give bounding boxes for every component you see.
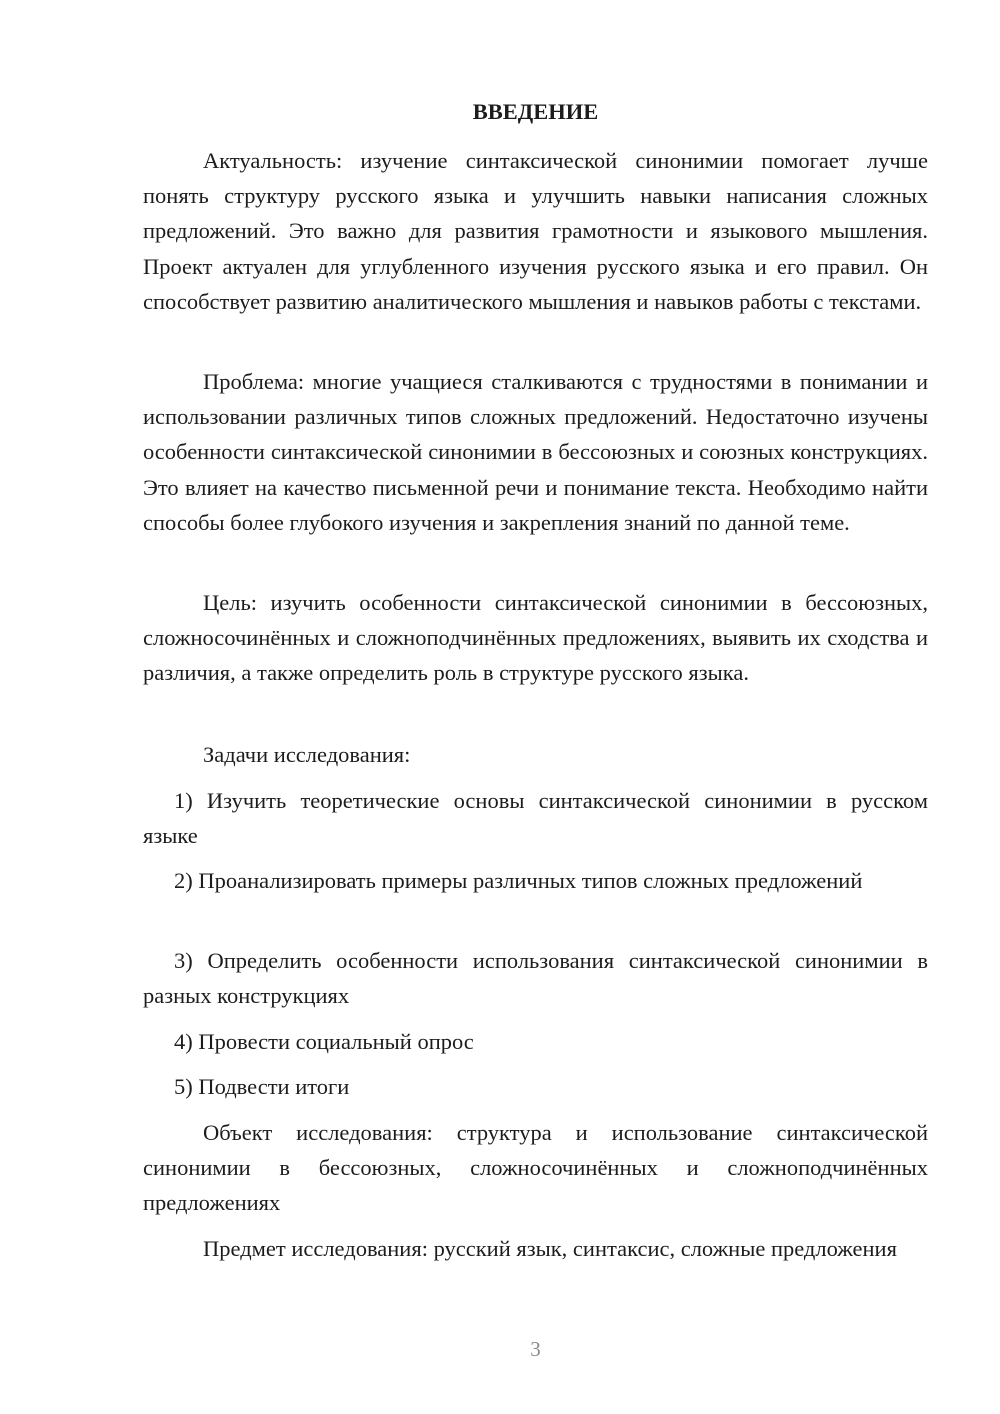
page-number: 3 xyxy=(530,1337,541,1361)
task-item: 2) Проанализировать примеры различных типов сложных предложений xyxy=(174,868,863,893)
document-page xyxy=(143,0,928,1414)
object-paragraph: Объект исследования: структура и использование синтаксической синонимии в бессоюзных, сложносочинённых и сложноподчинённых предложениях xyxy=(143,1120,928,1216)
task-item: 4) Провести социальный опрос xyxy=(174,1029,474,1054)
relevance-paragraph: Актуальность: изучение синтаксической синонимии помогает лучше понять структуру русского языка и улучшить навыки написания сложных предложений. Это важно для развития грамотности и языкового мышления. Проект актуален для углубленного изучения русского языка и его правил. Он способствует развитию аналитического мышления и навыков работы с текстами. xyxy=(143,148,928,314)
task-item: 1) Изучить теоретические основы синтаксической синонимии в русском языке xyxy=(143,788,928,849)
task-item: 3) Определить особенности использования синтаксической синонимии в разных конструкциях xyxy=(143,948,928,1009)
tasks-title: Задачи исследования: xyxy=(203,742,411,767)
section-heading: ВВЕДЕНИЕ xyxy=(472,99,599,124)
problem-paragraph: Проблема: многие учащиеся сталкиваются с трудностями в понимании и использовании различных типов сложных предложений. Недостаточно изучены особенности синтаксической синонимии в бессоюзных и союзных конструкциях. Это влияет на качество письменной речи и понимание текста. Необходимо найти способы более глубокого изучения и закрепления знаний по данной теме. xyxy=(143,369,928,535)
task-item: 5) Подвести итоги xyxy=(174,1074,350,1099)
goal-paragraph: Цель: изучить особенности синтаксической синонимии в бессоюзных, сложносочинённых и сложноподчинённых предложениях, выявить их сходства и различия, а также определить роль в структуре русского языка. xyxy=(143,590,928,686)
subject-paragraph: Предмет исследования: русский язык, синтаксис, сложные предложения xyxy=(203,1236,897,1261)
